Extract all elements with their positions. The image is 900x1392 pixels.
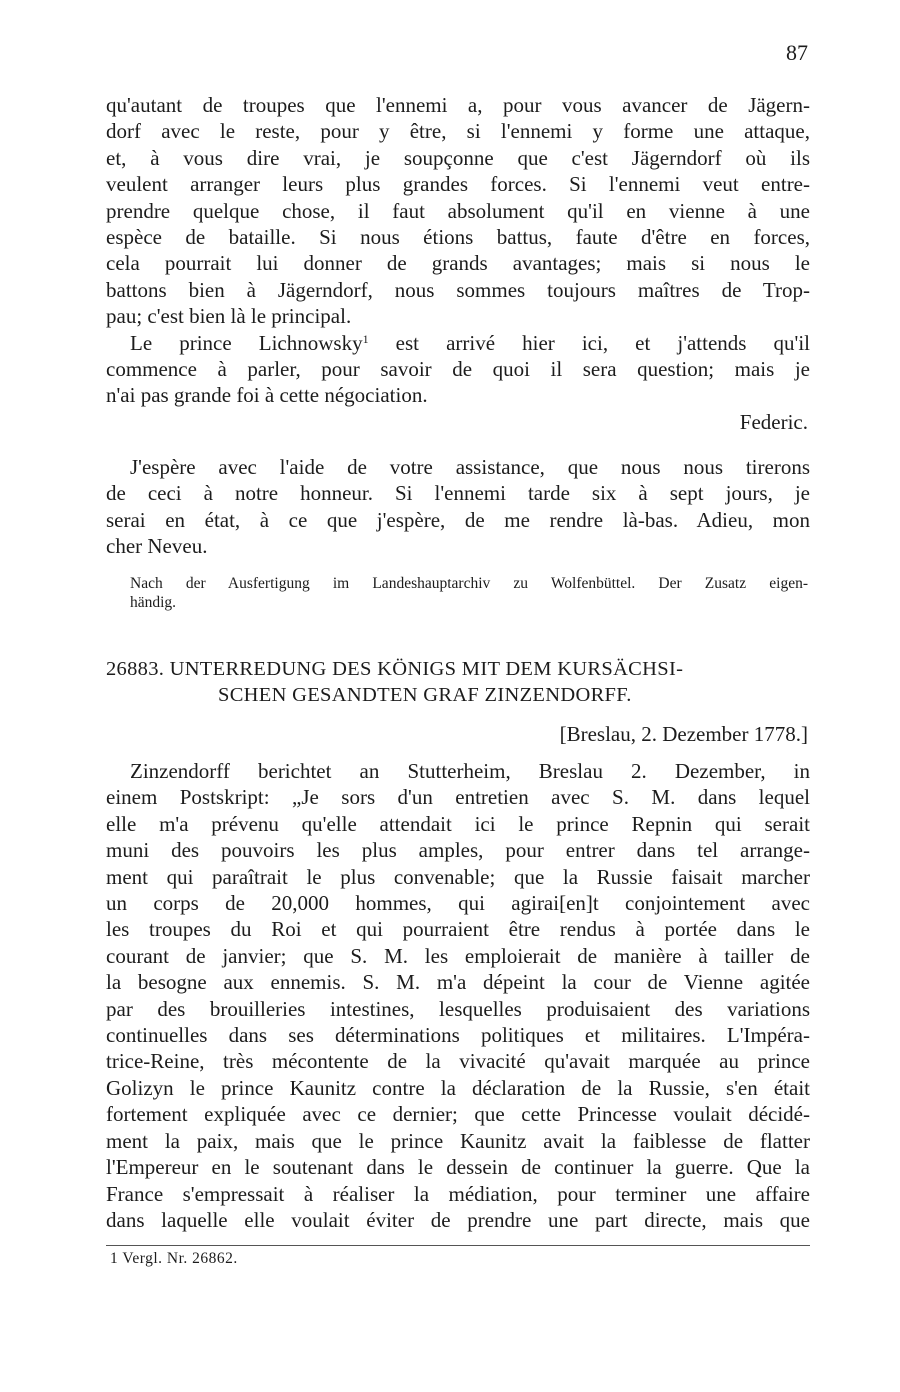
postscript-line: de ceci à notre honneur. Si l'ennemi tarde six à sept jours, je [106,481,810,506]
source-note [130,574,808,612]
report-body [106,758,810,1233]
letter-line-end: est arrivé hier ici, et j'attends qu'il [395,330,810,355]
letter-line: n'ai pas grande foi à cette négociation. [106,383,428,408]
report-line: les troupes du Roi et qui pourraient être rendus à portée dans le [106,917,810,942]
heading-line: 26883. UNTERREDUNG DES KÖNIGS MIT DEM KURSÄCHSI- [106,658,684,680]
letter-line: prendre quelque chose, il faut absolument qu'il en vienne à une [106,198,810,223]
letter-line: qu'autant de troupes que l'ennemi a, pour vous avancer de Jägern- [106,93,810,117]
report-line: un corps de 20,000 hommes, qui agirai[en]t conjointement avec [106,891,810,916]
signature: Federic. [739,410,808,434]
report-line: continuelles dans ses déterminations politiques et militaires. L'Impéra- [106,1023,810,1048]
report-line: elle m'a prévenu qu'elle attendait ici le prince Repnin qui serait [106,811,810,836]
report-line: la besogne aux ennemis. S. M. m'a dépeint la cour de Vienne agitée [106,970,810,995]
report-line: ment qui paraîtrait le plus convenable; que la Russie faisait marcher [106,864,810,889]
source-note-line: händig. [130,594,177,611]
letter-line: dorf avec le reste, pour y être, si l'ennemi y forme une attaque, [106,119,810,144]
letter-line: et, à vous dire vrai, je soupçonne que c'est Jägerndorf où ils [106,145,810,170]
report-line: Golizyn le prince Kaunitz contre la déclaration de la Russie, s'en était [106,1075,810,1100]
report-line: courant de janvier; que S. M. les emploierait de manière à tailler de [106,943,810,968]
footnote: 1 Vergl. Nr. 26862. [110,1250,238,1267]
footnote-divider [106,1245,810,1246]
report-line: ment la paix, mais que le prince Kaunitz avait la faiblesse de flatter [106,1128,810,1153]
report-line: einem Postskript: „Je sors d'un entretien avec S. M. dans lequel [106,785,810,810]
letter-line-start: Le prince Lichnowsky [130,330,363,355]
report-line: par des brouilleries intestines, lesquelles produisaient des variations [106,996,810,1021]
report-line: fortement expliquée avec ce dernier; que cette Princesse voulait décidé- [106,1102,810,1127]
footnote-marker: 1 [362,331,369,346]
letter-line: espèce de bataille. Si nous étions battus, faute d'être en forces, [106,225,810,250]
letter-line: cela pourrait lui donner de grands avantages; mais si nous le [106,251,810,276]
report-line: Zinzendorff berichtet an Stutterheim, Breslau 2. Dezember, in [130,759,810,783]
letter-line: commence à parler, pour savoir de quoi il sera question; mais je [106,357,810,382]
postscript-line: cher Neveu. [106,534,208,559]
letter-line [106,330,810,356]
heading-line: SCHEN GESANDTEN GRAF ZINZENDORFF. [218,684,632,706]
date-line: [Breslau, 2. Dezember 1778.] [559,722,808,746]
postscript-line: serai en état, à ce que j'espère, de me rendre là-bas. Adieu, mon [106,507,810,532]
letter-line: veulent arranger leurs plus grandes forces. Si l'ennemi veut entre- [106,172,810,197]
report-line: l'Empereur en le soutenant dans le dessein de continuer la guerre. Que la [106,1155,810,1180]
letter-line: pau; c'est bien là le principal. [106,304,352,329]
report-line: trice-Reine, très mécontente de la vivacité qu'avait marquée au prince [106,1049,810,1074]
report-line: muni des pouvoirs les plus amples, pour entrer dans tel arrange- [106,838,810,863]
letter-body [106,92,810,409]
postscript [106,454,810,560]
page-number: 87 [786,40,808,65]
report-line: dans laquelle elle voulait éviter de prendre une part directe, mais que [106,1207,810,1232]
letter-line: battons bien à Jägerndorf, nous sommes toujours maîtres de Trop- [106,277,810,302]
document-heading [106,656,810,708]
report-line: France s'empressait à réaliser la médiation, pour terminer une affaire [106,1181,810,1206]
source-note-line: Nach der Ausfertigung im Landeshauptarchiv zu Wolfenbüttel. Der Zusatz eigen- [130,575,808,592]
postscript-line: J'espère avec l'aide de votre assistance, que nous nous tirerons [130,455,810,479]
